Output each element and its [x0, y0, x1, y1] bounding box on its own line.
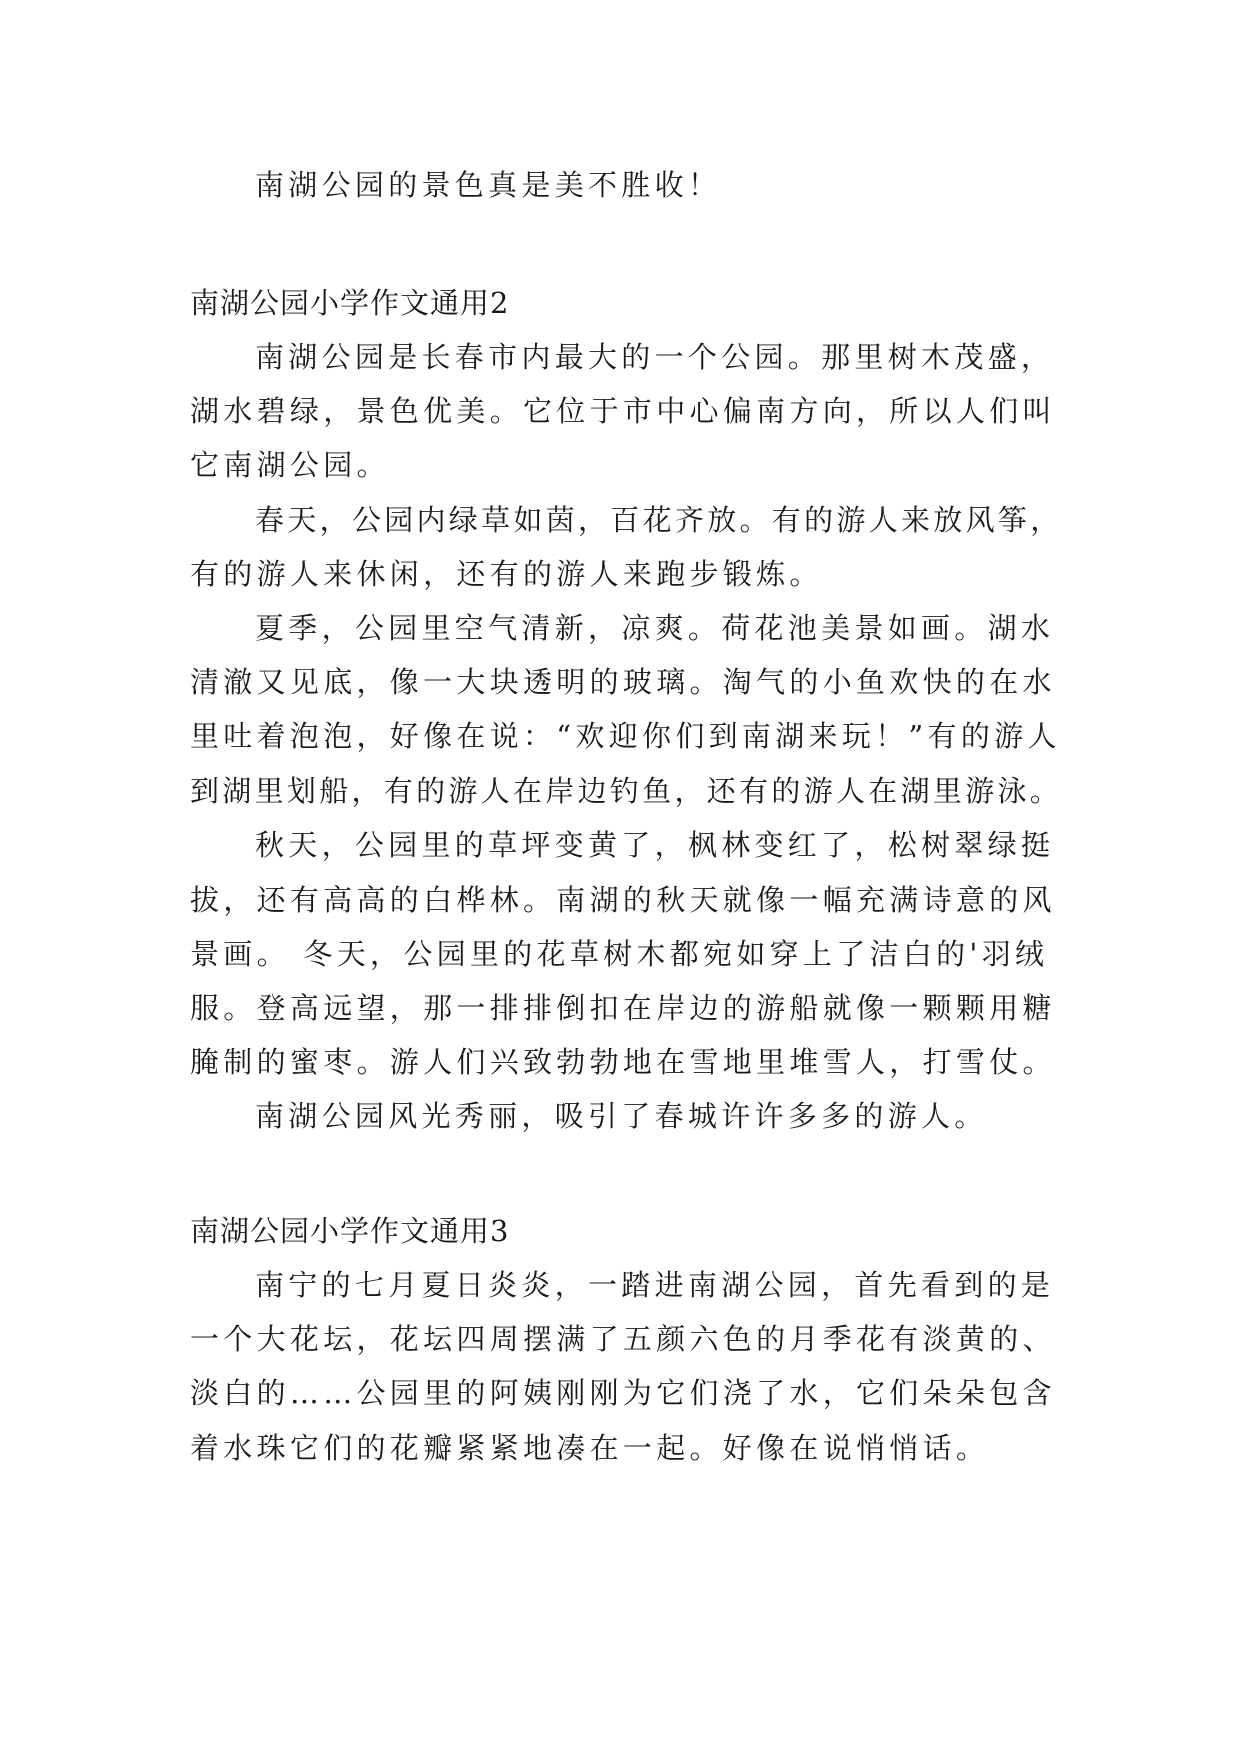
paragraph-line: 里吐着泡泡，好像在说：“欢迎你们到南湖来玩！”有的游人 [190, 719, 1061, 753]
paragraph-line: 服。登高远望，那一排排倒扣在岸边的游船就像一颗颗用糖 [190, 991, 1056, 1025]
section-heading-3: 南湖公园小学作文通用3 [190, 1214, 510, 1248]
paragraph-line: 南湖公园风光秀丽，吸引了春城许许多多的游人。 [255, 1099, 988, 1133]
paragraph-line: 南宁的七月夏日炎炎，一踏进南湖公园，首先看到的是 [255, 1268, 1055, 1302]
paragraph-line: 春天，公园内绿草如茵，百花齐放。有的游人来放风筝， [255, 503, 1063, 537]
paragraph-line: 有的游人来休闲，还有的游人来跑步锻炼。 [190, 557, 823, 591]
paragraph-line: 它南湖公园。 [190, 448, 390, 482]
section-heading-2: 南湖公园小学作文通用2 [190, 286, 510, 320]
paragraph-line: 景画。 冬天，公园里的花草树木都宛如穿上了洁白的'羽绒 [190, 937, 1049, 971]
intro-paragraph: 南湖公园的景色真是美不胜收！ [255, 168, 722, 202]
paragraph-line: 腌制的蜜枣。游人们兴致勃勃地在雪地里堆雪人，打雪仗。 [190, 1045, 1056, 1079]
paragraph-line: 一个大花坛，花坛四周摆满了五颜六色的月季花有淡黄的、 [190, 1322, 1056, 1356]
paragraph-line: 淡白的……公园里的阿姨刚刚为它们浇了水，它们朵朵包含 [190, 1376, 1056, 1410]
paragraph-line: 夏季，公园里空气清新，凉爽。荷花池美景如画。湖水 [255, 611, 1055, 645]
paragraph-line: 清澈又见底，像一大块透明的玻璃。淘气的小鱼欢快的在水 [190, 665, 1056, 699]
paragraph-line: 拔，还有高高的白桦林。南湖的秋天就像一幅充满诗意的风 [190, 883, 1056, 917]
paragraph-line: 南湖公园是长春市内最大的一个公园。那里树木茂盛， [255, 340, 1055, 374]
paragraph-line: 到湖里划船，有的游人在岸边钓鱼，还有的游人在湖里游泳。 [190, 774, 1063, 808]
paragraph-line: 湖水碧绿，景色优美。它位于市中心偏南方向，所以人们叫 [190, 394, 1056, 428]
paragraph-line: 着水珠它们的花瓣紧紧地凑在一起。好像在说悄悄话。 [190, 1431, 990, 1465]
paragraph-line: 秋天，公园里的草坪变黄了，枫林变红了，松树翠绿挺 [255, 828, 1055, 862]
